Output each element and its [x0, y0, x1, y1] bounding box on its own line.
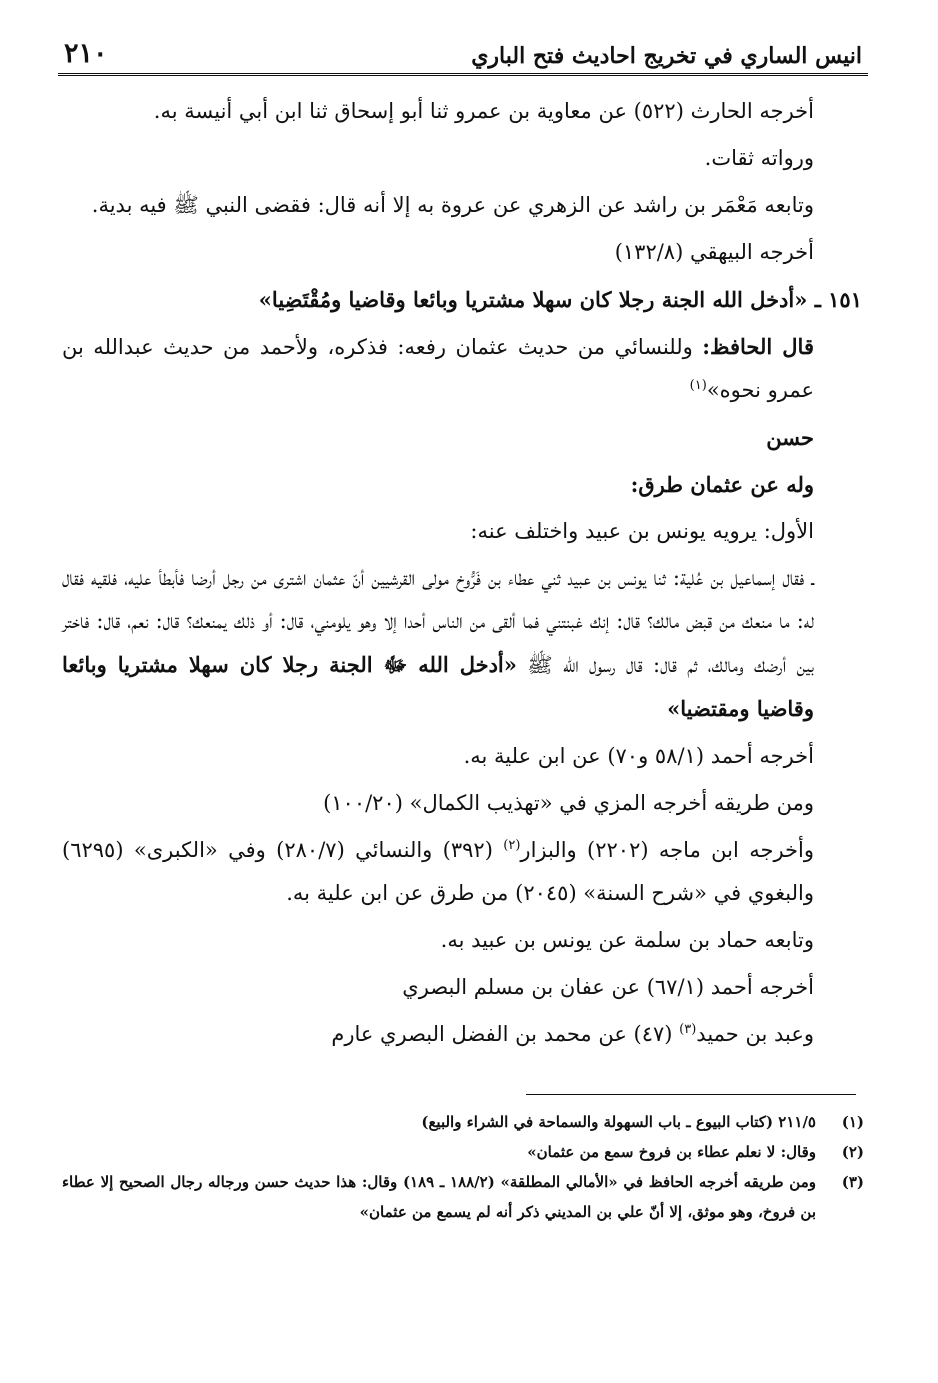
hafiz-text: وللنسائي من حديث عثمان رفعه: فذكره، ولأحمد من حديث عبدالله بن عمرو نحوه» [62, 335, 814, 402]
takhrij-text: وعبد بن حميد [696, 1022, 814, 1046]
page-number: ٢١٠ [64, 38, 108, 69]
hafiz-paragraph [62, 325, 862, 412]
book-page [58, 28, 868, 1368]
paragraph: وتابعه مَعْمَر بن راشد عن الزهري عن عروة به إلا أنه قال: فقضى النبي ﷺ فيه بدية. [91, 193, 814, 217]
takhrij-line: أخرجه أحمد (٦٧/١) عن عفان بن مسلم البصري [402, 975, 814, 999]
takhrij-line [62, 1013, 862, 1056]
takhrij-line: وتابعه حماد بن سلمة عن يونس بن عبيد به. [440, 928, 814, 952]
narration-quote: «أدخل الله ﷻ الجنة رجلا كان سهلا مشتريا وبائعا وقاضيا ومقتضيا» [62, 652, 814, 721]
footnote [62, 1107, 864, 1137]
running-title: انيس الساري في تخريج احاديث فتح الباري [471, 43, 862, 69]
footnote [62, 1167, 864, 1227]
paragraph: ورواته ثقات. [704, 146, 814, 170]
footnote-text: وقال: لا نعلم عطاء بن فروخ سمع من عثمان» [527, 1143, 816, 1161]
takhrij-text-continued: (٤٧) عن محمد بن الفضل البصري عارم [331, 1022, 680, 1046]
footnote-number: (١) [841, 1113, 864, 1131]
hadith-number: ١٥١ ـ [814, 287, 862, 312]
hafiz-label: قال الحافظ: [702, 334, 814, 359]
takhrij-text-continued: (٣٩٢) والنسائي (٢٨٠/٧) وفي «الكبرى» (٦٢٩٥) والبغوي في «شرح السنة» (٢٠٤٥) من طرق عن ابن علية به. [62, 838, 814, 905]
footnote-separator [526, 1094, 856, 1095]
narration-text: ـ فقال إسماعيل بن عُلية: ثنا يونس بن عبيد ثني عطاء بن فَرُّوخ مولى القرشيين أنّ عثمان اشترى من رجل أرضا فأبطأ عليه، فلقيه فقال له: ما منعك من قبض مالك؟ قال: إنك غبنتني فما ألقى من الناس أحدا إلا وهو يلومني، قال: أو ذلك يمنعك؟ قال: نعم، قال: فاختر بين أرضك ومالك، ثم قال: قال رسول الله ﷺ [62, 566, 815, 677]
subheading: وله عن عثمان طرق: [630, 472, 814, 497]
footnote-text: ومن طريقه أخرجه الحافظ في «الأمالي المطلقة» (١٨٨/٢ ـ ١٨٩) وقال: هذا حديث حسن ورجاله رجال الصحيح إلا عطاء بن فروخ، وهو موثق، إلا أنّ علي بن المديني ذكر أنه لم يسمع من عثمان» [62, 1173, 816, 1221]
footnote-ref: (٣) [679, 1022, 697, 1037]
footnote-text: ٢١١/٥ (كتاب البيوع ـ باب السهولة والسماحة في الشراء والبيع) [421, 1113, 816, 1131]
grade: حسن [766, 425, 814, 450]
page-header [58, 28, 868, 76]
footnote-ref: (٢) [503, 838, 521, 853]
takhrij-line: ومن طريقه أخرجه المزي في «تهذيب الكمال» (١٠٠/٢٠) [323, 791, 814, 815]
paragraph: أخرجه الحارث (٥٢٢) عن معاوية بن عمرو ثنا أبو إسحاق ثنا ابن أبي أنيسة به. [153, 99, 814, 123]
narration-paragraph [62, 557, 862, 731]
footnote [62, 1137, 864, 1167]
footnote-ref: (١) [689, 378, 707, 393]
paragraph: أخرجه البيهقي (١٣٢/٨) [614, 240, 814, 264]
hadith-text: «أدخل الله الجنة رجلا كان سهلا مشتريا وبائعا وقاضيا ومُقْتَضِيا» [258, 287, 808, 312]
footnotes [58, 1107, 868, 1227]
takhrij-line: أخرجه أحمد (٥٨/١ و٧٠) عن ابن علية به. [463, 744, 814, 768]
hadith-heading [62, 278, 862, 321]
footnote-number: (٣) [841, 1173, 864, 1191]
page-body [58, 90, 868, 1056]
takhrij-line [62, 829, 862, 915]
footnote-separator-wrap [58, 1060, 868, 1107]
takhrij-text: وأخرجه ابن ماجه (٢٢٠٢) والبزار [520, 838, 814, 862]
first-path: الأول: يرويه يونس بن عبيد واختلف عنه: [470, 519, 814, 543]
footnote-number: (٢) [841, 1143, 864, 1161]
